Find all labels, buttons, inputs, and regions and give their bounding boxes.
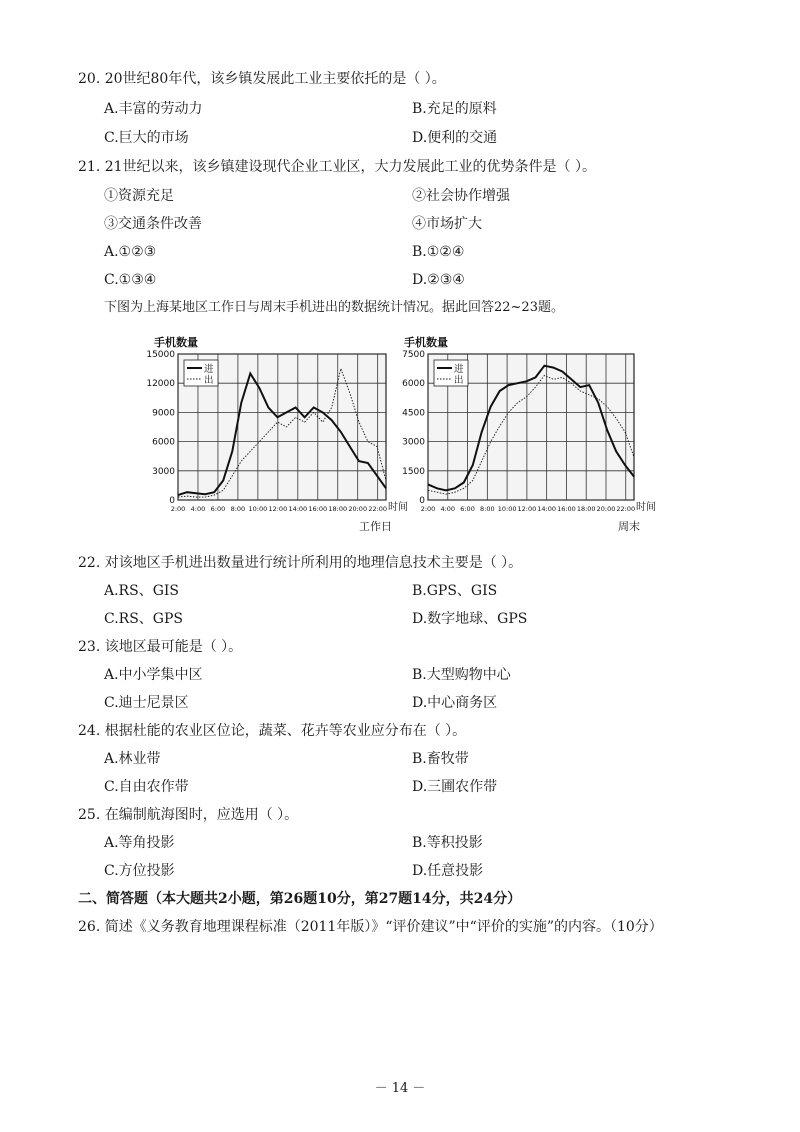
weekend-x-tick-label: 8:00 (480, 505, 495, 513)
q21-option-b: B.①②④ (412, 244, 465, 260)
weekday-legend-label-in: 进 (204, 364, 214, 375)
q25-option-b: B.等积投影 (412, 835, 483, 851)
q21-condition-3: ③交通条件改善 (104, 216, 202, 232)
q22-option-c: C.RS、GPS (104, 611, 183, 627)
q21-option-a: A.①②③ (104, 244, 157, 260)
weekend-y-tick-label: 7500 (402, 350, 425, 360)
q25-option-d: D.任意投影 (412, 863, 484, 879)
weekend-x-tick-label: 22:00 (616, 505, 636, 513)
weekend-x-tick-label: 20:00 (596, 505, 616, 513)
q23-option-b: B.大型购物中心 (412, 667, 511, 683)
weekday-x-tick-label: 2:00 (170, 505, 186, 513)
weekday-legend-label-out: 出 (204, 375, 214, 386)
weekday-y-tick-label: 9000 (152, 408, 175, 419)
weekend-x-axis-title: 时间 (636, 502, 656, 513)
weekday-x-tick-label: 8:00 (230, 505, 246, 513)
weekday-x-tick-label: 4:00 (190, 505, 206, 513)
q24-option-c: C.自由农作带 (104, 779, 189, 795)
q24-option-a: A.林业带 (104, 751, 161, 767)
weekend-x-tick-label: 6:00 (460, 505, 475, 513)
weekend-x-tick-label: 2:00 (420, 505, 436, 513)
weekend-y-tick-label: 6000 (402, 379, 425, 390)
weekend-y-tick-label: 4500 (402, 408, 425, 419)
question-23-stem: 23. 该地区最可能是（ ）。 (78, 639, 243, 655)
weekend-x-tick-label: 4:00 (440, 505, 456, 513)
weekday-x-tick-label: 16:00 (308, 505, 328, 513)
q21-option-c: C.①③④ (104, 272, 157, 288)
weekday-x-tick-label: 14:00 (288, 505, 308, 513)
q20-option-a: A.丰富的劳动力 (104, 101, 203, 117)
question-24-stem: 24. 根据杜能的农业区位论，蔬菜、花卉等农业应分布在（ ）。 (78, 723, 467, 739)
q22-option-b: B.GPS、GIS (412, 583, 498, 599)
question-26-stem: 26. 简述《义务教育地理课程标准（2011年版）》“评价建议”中“评价的实施”的内容。（10分） (78, 919, 663, 935)
weekend-legend-label-in: 进 (454, 364, 464, 375)
weekend-x-tick-label: 14:00 (537, 505, 557, 513)
q23-option-c: C.迪士尼景区 (104, 695, 189, 711)
weekday-x-tick-label: 22:00 (368, 505, 388, 513)
q21-condition-2: ②社会协作增强 (412, 188, 510, 204)
question-21-stem: 21. 21世纪以来，该乡镇建设现代企业工业区，大力发展此工业的优势条件是（ ）。 (78, 159, 596, 175)
weekend-x-tick-label: 18:00 (576, 505, 596, 513)
weekday-y-axis-title: 手机数量 (154, 336, 198, 349)
phone-flow-charts (146, 334, 656, 540)
weekday-x-tick-label: 12:00 (268, 505, 288, 513)
section-2-heading: 二、简答题（本大题共2小题，第26题10分，第27题14分，共24分） (78, 891, 522, 907)
q21-condition-1: ①资源充足 (104, 188, 174, 204)
weekend-y-tick-label: 3000 (402, 437, 425, 448)
weekday-y-tick-label: 3000 (152, 466, 175, 477)
weekend-x-tick-label: 12:00 (517, 505, 537, 513)
weekday-x-tick-label: 18:00 (328, 505, 348, 513)
weekday-x-tick-label: 6:00 (210, 505, 226, 513)
weekend-caption: 周末 (618, 520, 640, 533)
weekday-y-tick-label: 6000 (152, 437, 175, 448)
weekend-x-tick-label: 10:00 (497, 505, 517, 513)
weekend-legend-label-out: 出 (454, 375, 464, 386)
weekday-caption: 工作日 (359, 520, 392, 533)
weekend-y-axis-title: 手机数量 (404, 336, 448, 349)
question-25-stem: 25. 在编制航海图时，应选用（ ）。 (78, 807, 299, 823)
weekday-y-tick-label: 0 (169, 496, 175, 506)
chart-intro-text: 下图为上海某地区工作日与周末手机进出的数据统计情况。据此回答22~23题。 (104, 300, 564, 315)
q21-condition-4: ④市场扩大 (412, 216, 482, 232)
q25-option-c: C.方位投影 (104, 863, 175, 879)
phone-flow-charts-svg (146, 334, 656, 540)
q22-option-d: D.数字地球、GPS (412, 611, 528, 627)
q23-option-d: D.中心商务区 (412, 695, 498, 711)
q24-option-b: B.畜牧带 (412, 751, 469, 767)
weekday-x-tick-label: 10:00 (248, 505, 268, 513)
weekday-x-axis-title: 时间 (388, 502, 408, 513)
q20-option-c: C.巨大的市场 (104, 130, 189, 146)
q22-option-a: A.RS、GIS (104, 583, 179, 599)
question-22-stem: 22. 对该地区手机进出数量进行统计所利用的地理信息技术主要是（ ）。 (78, 555, 523, 571)
weekday-x-tick-label: 20:00 (348, 505, 368, 513)
q23-option-a: A.中小学集中区 (104, 667, 203, 683)
q20-option-d: D.便利的交通 (412, 130, 498, 146)
question-20-stem: 20. 20世纪80年代，该乡镇发展此工业主要依托的是（ ）。 (78, 71, 446, 87)
q24-option-d: D.三圃农作带 (412, 779, 498, 795)
weekend-y-tick-label: 0 (419, 496, 425, 506)
q25-option-a: A.等角投影 (104, 835, 175, 851)
weekday-y-tick-label: 12000 (146, 379, 175, 390)
weekend-y-tick-label: 1500 (402, 466, 425, 477)
q20-option-b: B.充足的原料 (412, 101, 497, 117)
q21-option-d: D.②③④ (412, 272, 465, 288)
page-number: － 14 － (374, 1081, 426, 1096)
weekend-x-tick-label: 16:00 (557, 505, 576, 513)
weekday-y-tick-label: 15000 (146, 350, 175, 360)
